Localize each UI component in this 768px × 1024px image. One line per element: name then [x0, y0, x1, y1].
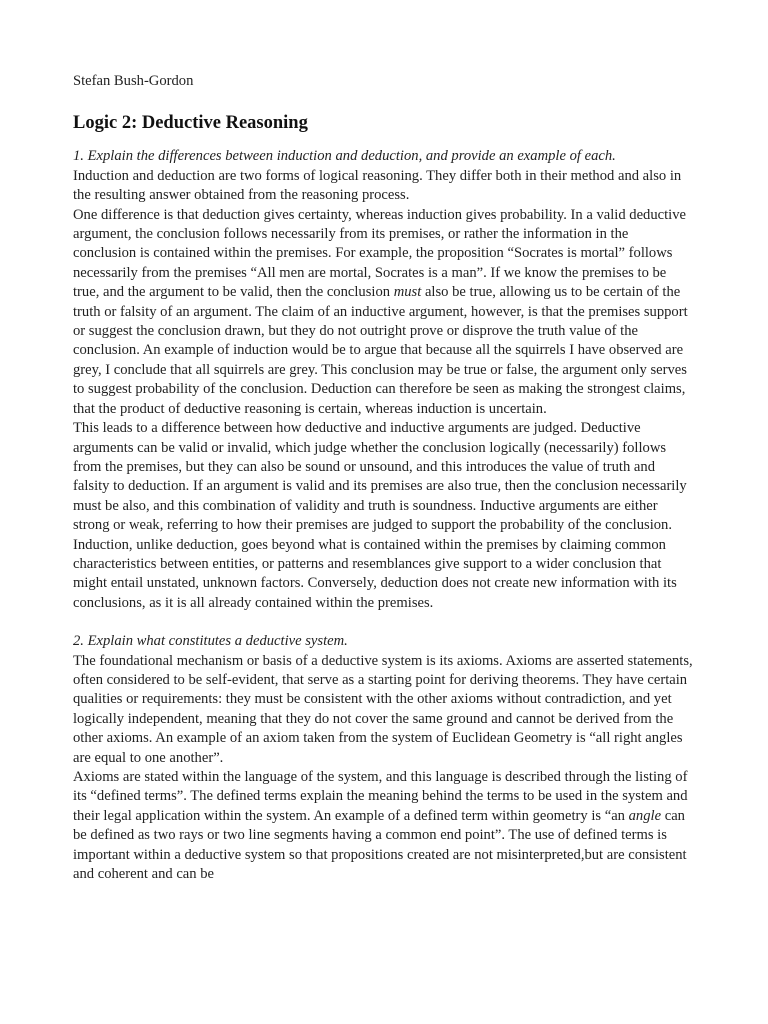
document-page [73, 72, 695, 884]
q2-paragraph-2-text-a: Axioms are stated within the language of the system, and this language is described through the listing of its “defined terms”. The defined terms explain the meaning behind the terms to be used in the system and their legal application within the system. An example of a defined term within geometry is “an [73, 769, 688, 824]
q1-paragraph-2-text-a: One difference is that deduction gives certainty, whereas induction gives probability. In a valid deductive argument, the conclusion follows necessarily from its premises, or rather the information in the conclusion is contained within the premises. For example, the proposition “Socrates is mortal” follows necessarily from the premises “All men are mortal, Socrates is a man”. If we know the premises to be true, and the argument to be valid, then the conclusion [73, 206, 687, 301]
q1-paragraph-2-emphasis: must [393, 284, 422, 301]
q2-paragraph-2-text-b: can be defined as two rays or two line segments having a common end point”. The use of defined terms is important within a deductive system so that propositions created are not misinterpreted,but are consistent and coherent and can be [73, 807, 687, 883]
q2-paragraph-2-emphasis: angle [628, 807, 662, 824]
question-2: 2. Explain what constitutes a deductive system. [73, 633, 348, 650]
section-spacer [73, 613, 695, 632]
q1-paragraph-1: Induction and deduction are two forms of logical reasoning. They differ both in their method and also in the resulting answer obtained from the reasoning process. [73, 167, 682, 204]
question-1: 1. Explain the differences between induction and deduction, and provide an example of each. [73, 148, 616, 165]
q1-paragraph-4: Induction, unlike deduction, goes beyond what is contained within the premises by claiming common characteristics between entities, or patterns and resemblances give support to a wider conclusion that might entail unstated, unknown factors. Conversely, deduction does not create new information with its conclusions, as it is all already contained within the premises. [73, 536, 677, 611]
q2-paragraph-1: The foundational mechanism or basis of a deductive system is its axioms. Axioms are asserted statements, often considered to be self-evident, that serve as a starting point for deriving theorems. They have certain qualities or requirements: they must be consistent with the other axioms without contradiction, and yet logically independent, meaning that they do not cover the same ground and cannot be derived from the other axioms. An example of an axiom taken from the system of Euclidean Geometry is “all right angles are equal to one another”. [73, 652, 693, 766]
q1-paragraph-3: This leads to a difference between how deductive and inductive arguments are judged. Deductive arguments can be valid or invalid, which judge whether the conclusion logically (necessarily) follows from the premises, but they can also be sound or unsound, and this introduces the value of truth and falsity to deduction. If an argument is valid and its premises are also true, then the conclusion necessarily must be also, and this combination of validity and truth is soundness. Inductive arguments are either strong or weak, referring to how their premises are judged to support the probability of the conclusion. [73, 420, 687, 534]
q1-paragraph-2-text-b: also be true, allowing us to be certain of the truth or falsity of an argument. The claim of an inductive argument, however, is that the premises support or suggest the conclusion drawn, but they do not outright prove or disprove the truth value of the conclusion. An example of induction would be to argue that because all the squirrels I have observed are grey, I conclude that all squirrels are grey. This conclusion may be true or false, the argument only serves to suggest probability of the conclusion. Deduction can therefore be seen as making the strongest claims, that the product of deductive reasoning is certain, whereas induction is uncertain. [73, 284, 688, 417]
q2-paragraph-2 [73, 768, 695, 884]
author-name: Stefan Bush-Gordon [73, 73, 194, 89]
q1-paragraph-2 [73, 206, 695, 419]
document-title: Logic 2: Deductive Reasoning [73, 113, 308, 134]
